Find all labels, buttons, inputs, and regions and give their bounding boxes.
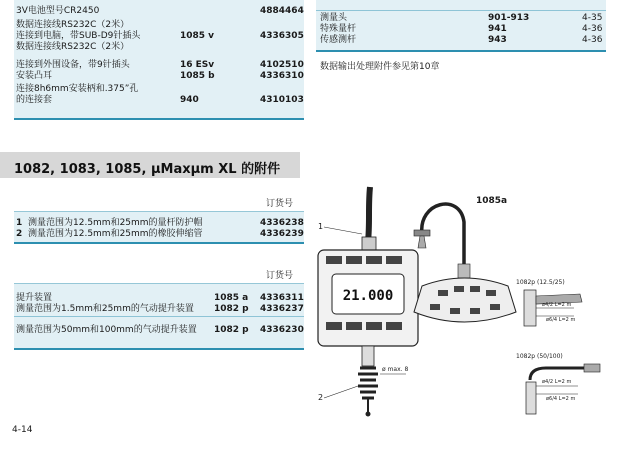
table1-bottom-rule [14, 242, 304, 244]
figure-label-1: 1 [318, 222, 324, 231]
table2-separator [14, 316, 304, 317]
lift-gauge-body [414, 278, 516, 322]
top-right-table-separator [316, 10, 606, 11]
figure-label-2: 2 [318, 393, 324, 402]
cable-line [368, 187, 370, 242]
detail-label-1: 1082p (12.5/25) [516, 279, 565, 286]
svg-text:ø4/2 L=2 m: ø4/2 L=2 m [542, 379, 572, 385]
table1-top-rule [14, 211, 304, 212]
dim-note: ø max. 8 [382, 366, 409, 373]
top-right-table [316, 0, 606, 50]
gauge-stem [362, 346, 374, 366]
svg-text:ø6/4 L=2 m: ø6/4 L=2 m [546, 317, 576, 323]
top-left-table-bottom-rule [14, 118, 304, 120]
table1-header: 订货号 [266, 199, 294, 209]
section-title: 1082, 1083, 1085, μMaxμm XL 的附件 [14, 162, 281, 177]
figure-label-1085a: 1085a [476, 196, 508, 206]
svg-text:ø4/2 L=2 m: ø4/2 L=2 m [542, 302, 572, 308]
accessories-figure [310, 182, 635, 422]
table2-top-rule [14, 283, 304, 284]
rubber-bellows-icon [358, 368, 378, 398]
table2-bottom-rule [14, 348, 304, 350]
detail-label-2: 1082p (50/100) [516, 353, 563, 360]
top-right-table-bottom-rule [316, 50, 606, 52]
page-number: 4-14 [12, 425, 33, 435]
table2-header: 订货号 [266, 271, 294, 281]
reference-note: 数据输出处理附件参见第10章 [320, 62, 440, 72]
display-value: 21.000 [342, 288, 394, 304]
svg-text:ø6/4 L=2 m: ø6/4 L=2 m [546, 396, 576, 402]
